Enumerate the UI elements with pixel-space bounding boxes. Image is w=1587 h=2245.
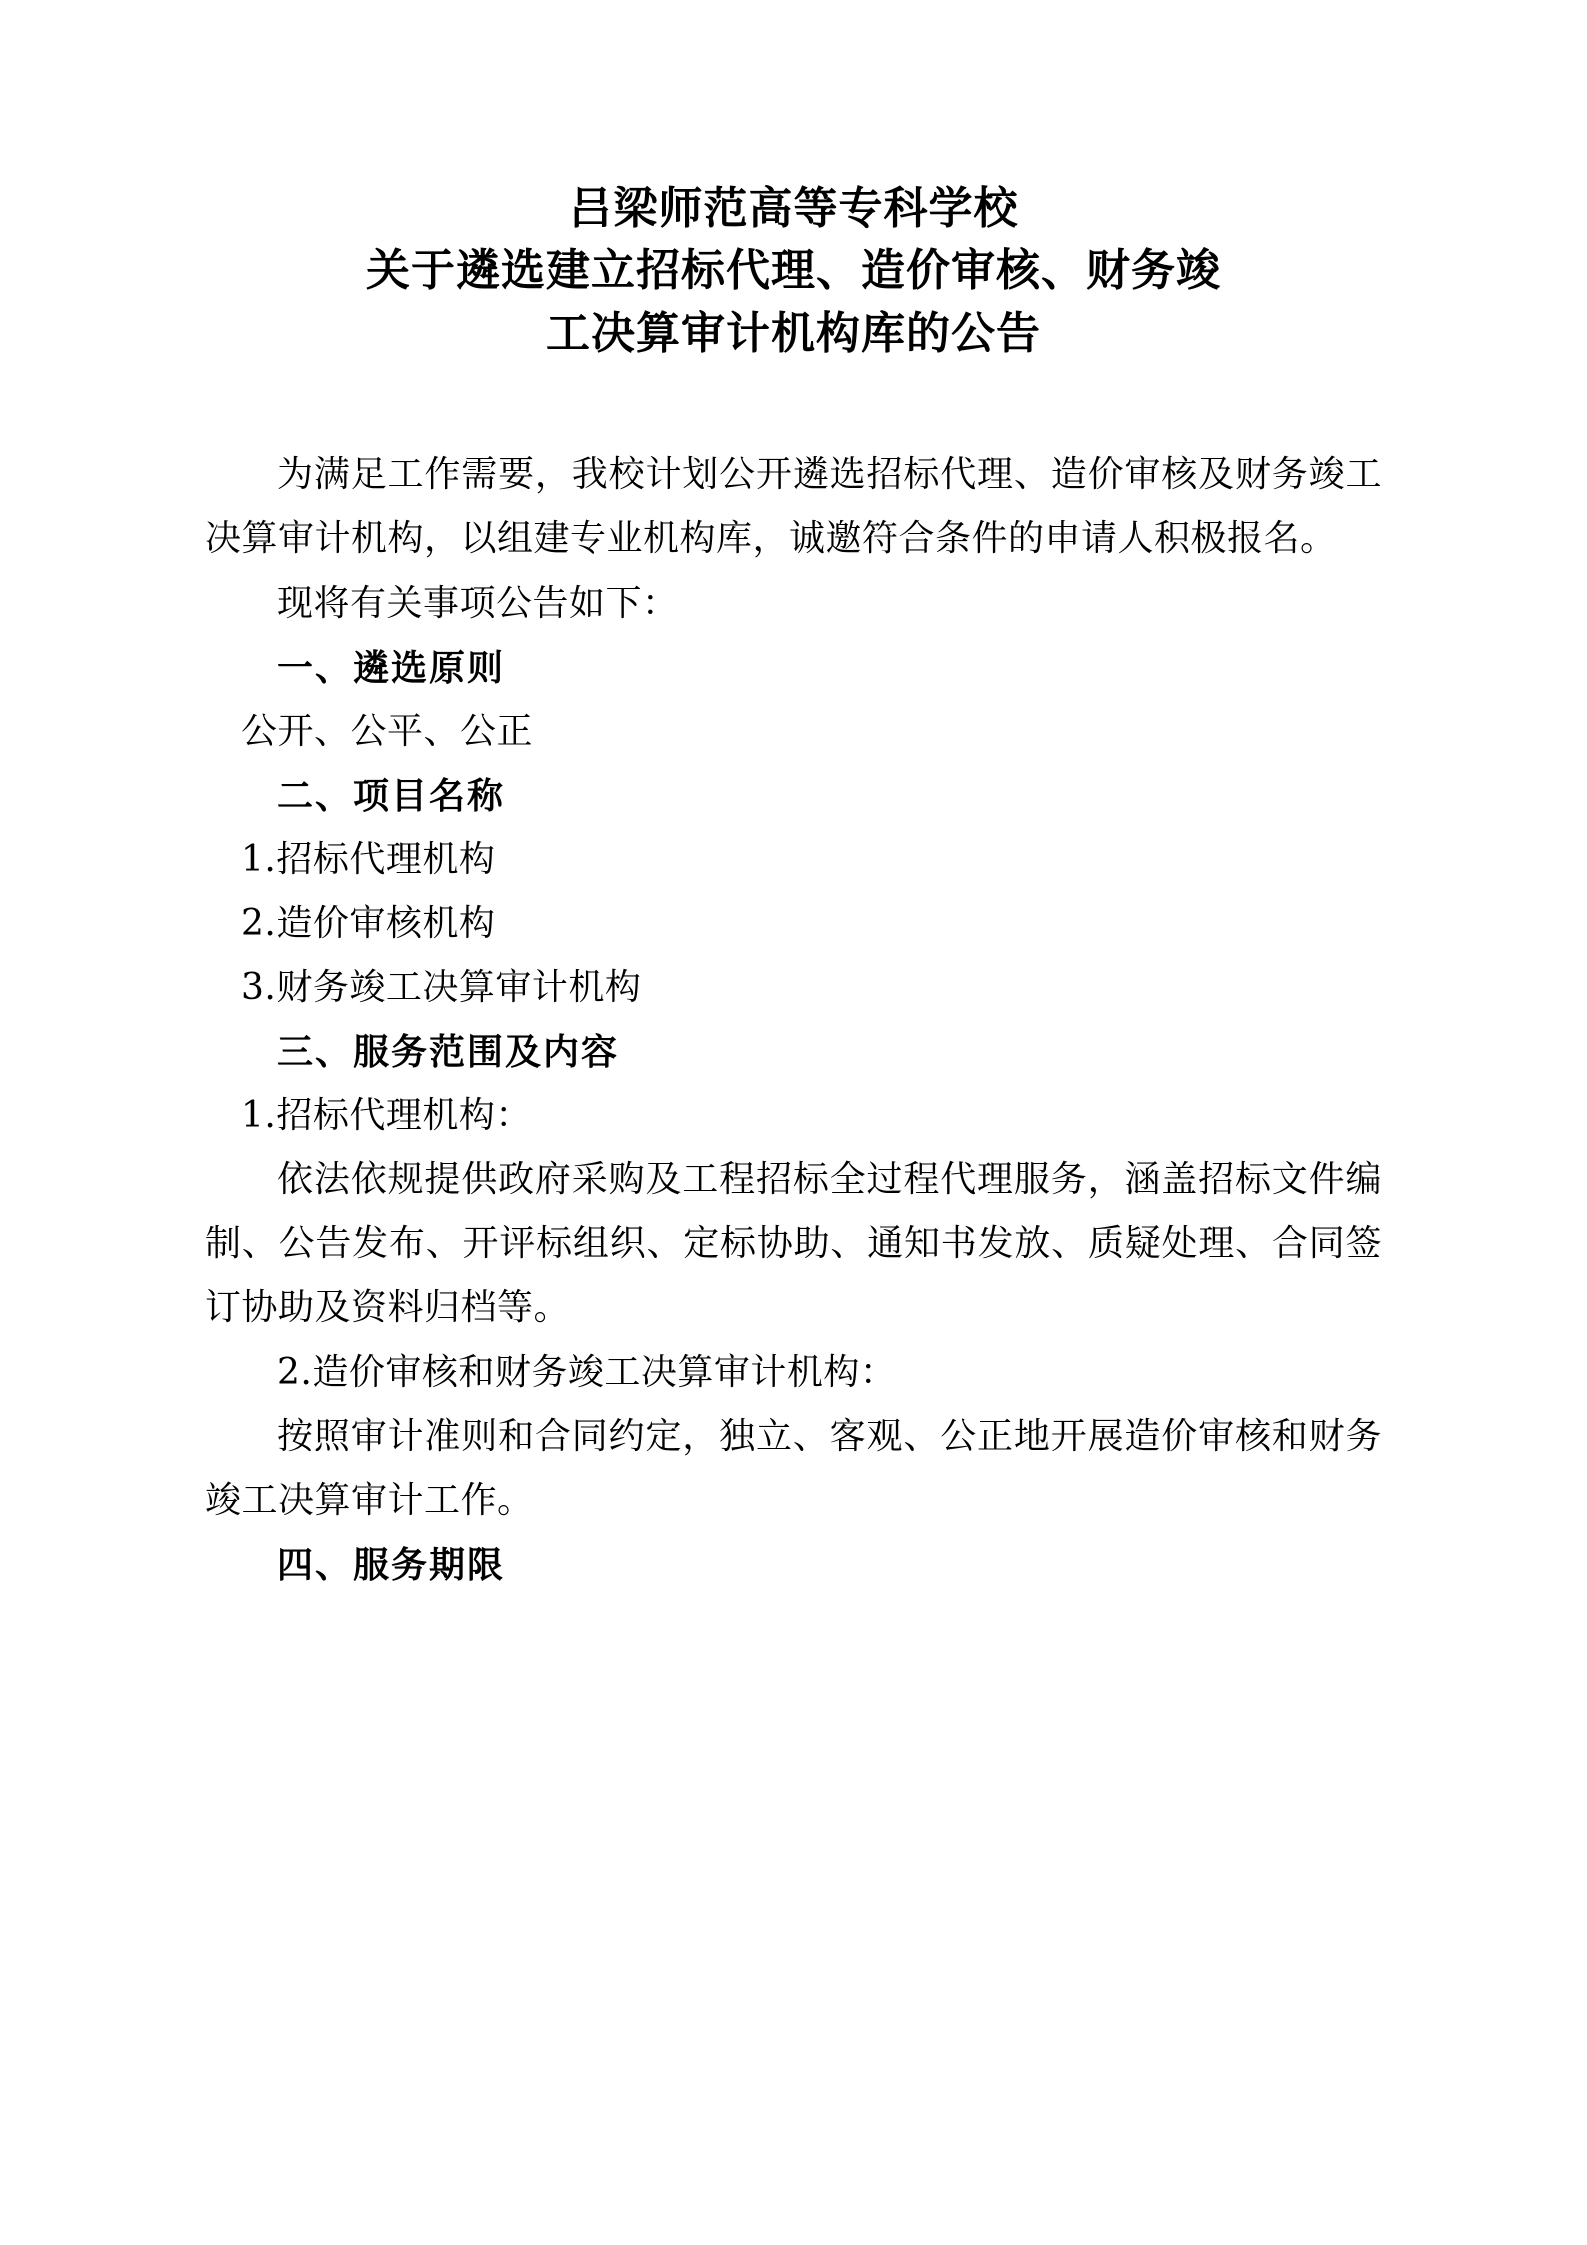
page-title (205, 150, 1382, 365)
project-item-3: 3.财务竣工决算审计机构 (241, 967, 642, 1009)
document-body (205, 443, 1382, 1596)
page-title-line-3: 工决算审计机构库的公告 (546, 307, 1041, 359)
scope-item-1-title: 1.招标代理机构： (241, 1095, 532, 1137)
section-heading-3: 三、服务范围及内容 (277, 1031, 620, 1074)
page-title-line-2: 关于遴选建立招标代理、造价审核、财务竣 (366, 245, 1221, 297)
intro-paragraph: 为满足工作需要，我校计划公开遴选招标代理、造价审核及财务竣工决算审计机构，以组建专业机构库，诚邀符合条件的申请人积极报名。 (205, 454, 1382, 560)
section-heading-2: 二、项目名称 (277, 774, 506, 817)
project-item-2: 2.造价审核机构 (241, 902, 496, 944)
principle-text: 公开、公平、公正 (241, 710, 534, 752)
scope-item-2-body: 按照审计准则和合同约定，独立、客观、公正地开展造价审核和财务竣工决算审计工作。 (205, 1415, 1382, 1521)
project-item-1: 1.招标代理机构 (241, 838, 496, 880)
section-heading-4: 四、服务期限 (277, 1543, 506, 1586)
section-heading-1: 一、遴选原则 (277, 646, 506, 689)
page-title-line-1: 吕梁师范高等专科学校 (568, 183, 1019, 234)
scope-item-2-title: 2.造价审核和财务竣工决算审计机构： (277, 1351, 897, 1393)
notice-lead: 现将有关事项公告如下： (277, 582, 679, 624)
scope-item-1-body: 依法依规提供政府采购及工程招标全过程代理服务，涵盖招标文件编制、公告发布、开评标组织、定标协助、通知书发放、质疑处理、合同签订协助及资料归档等。 (205, 1159, 1382, 1329)
